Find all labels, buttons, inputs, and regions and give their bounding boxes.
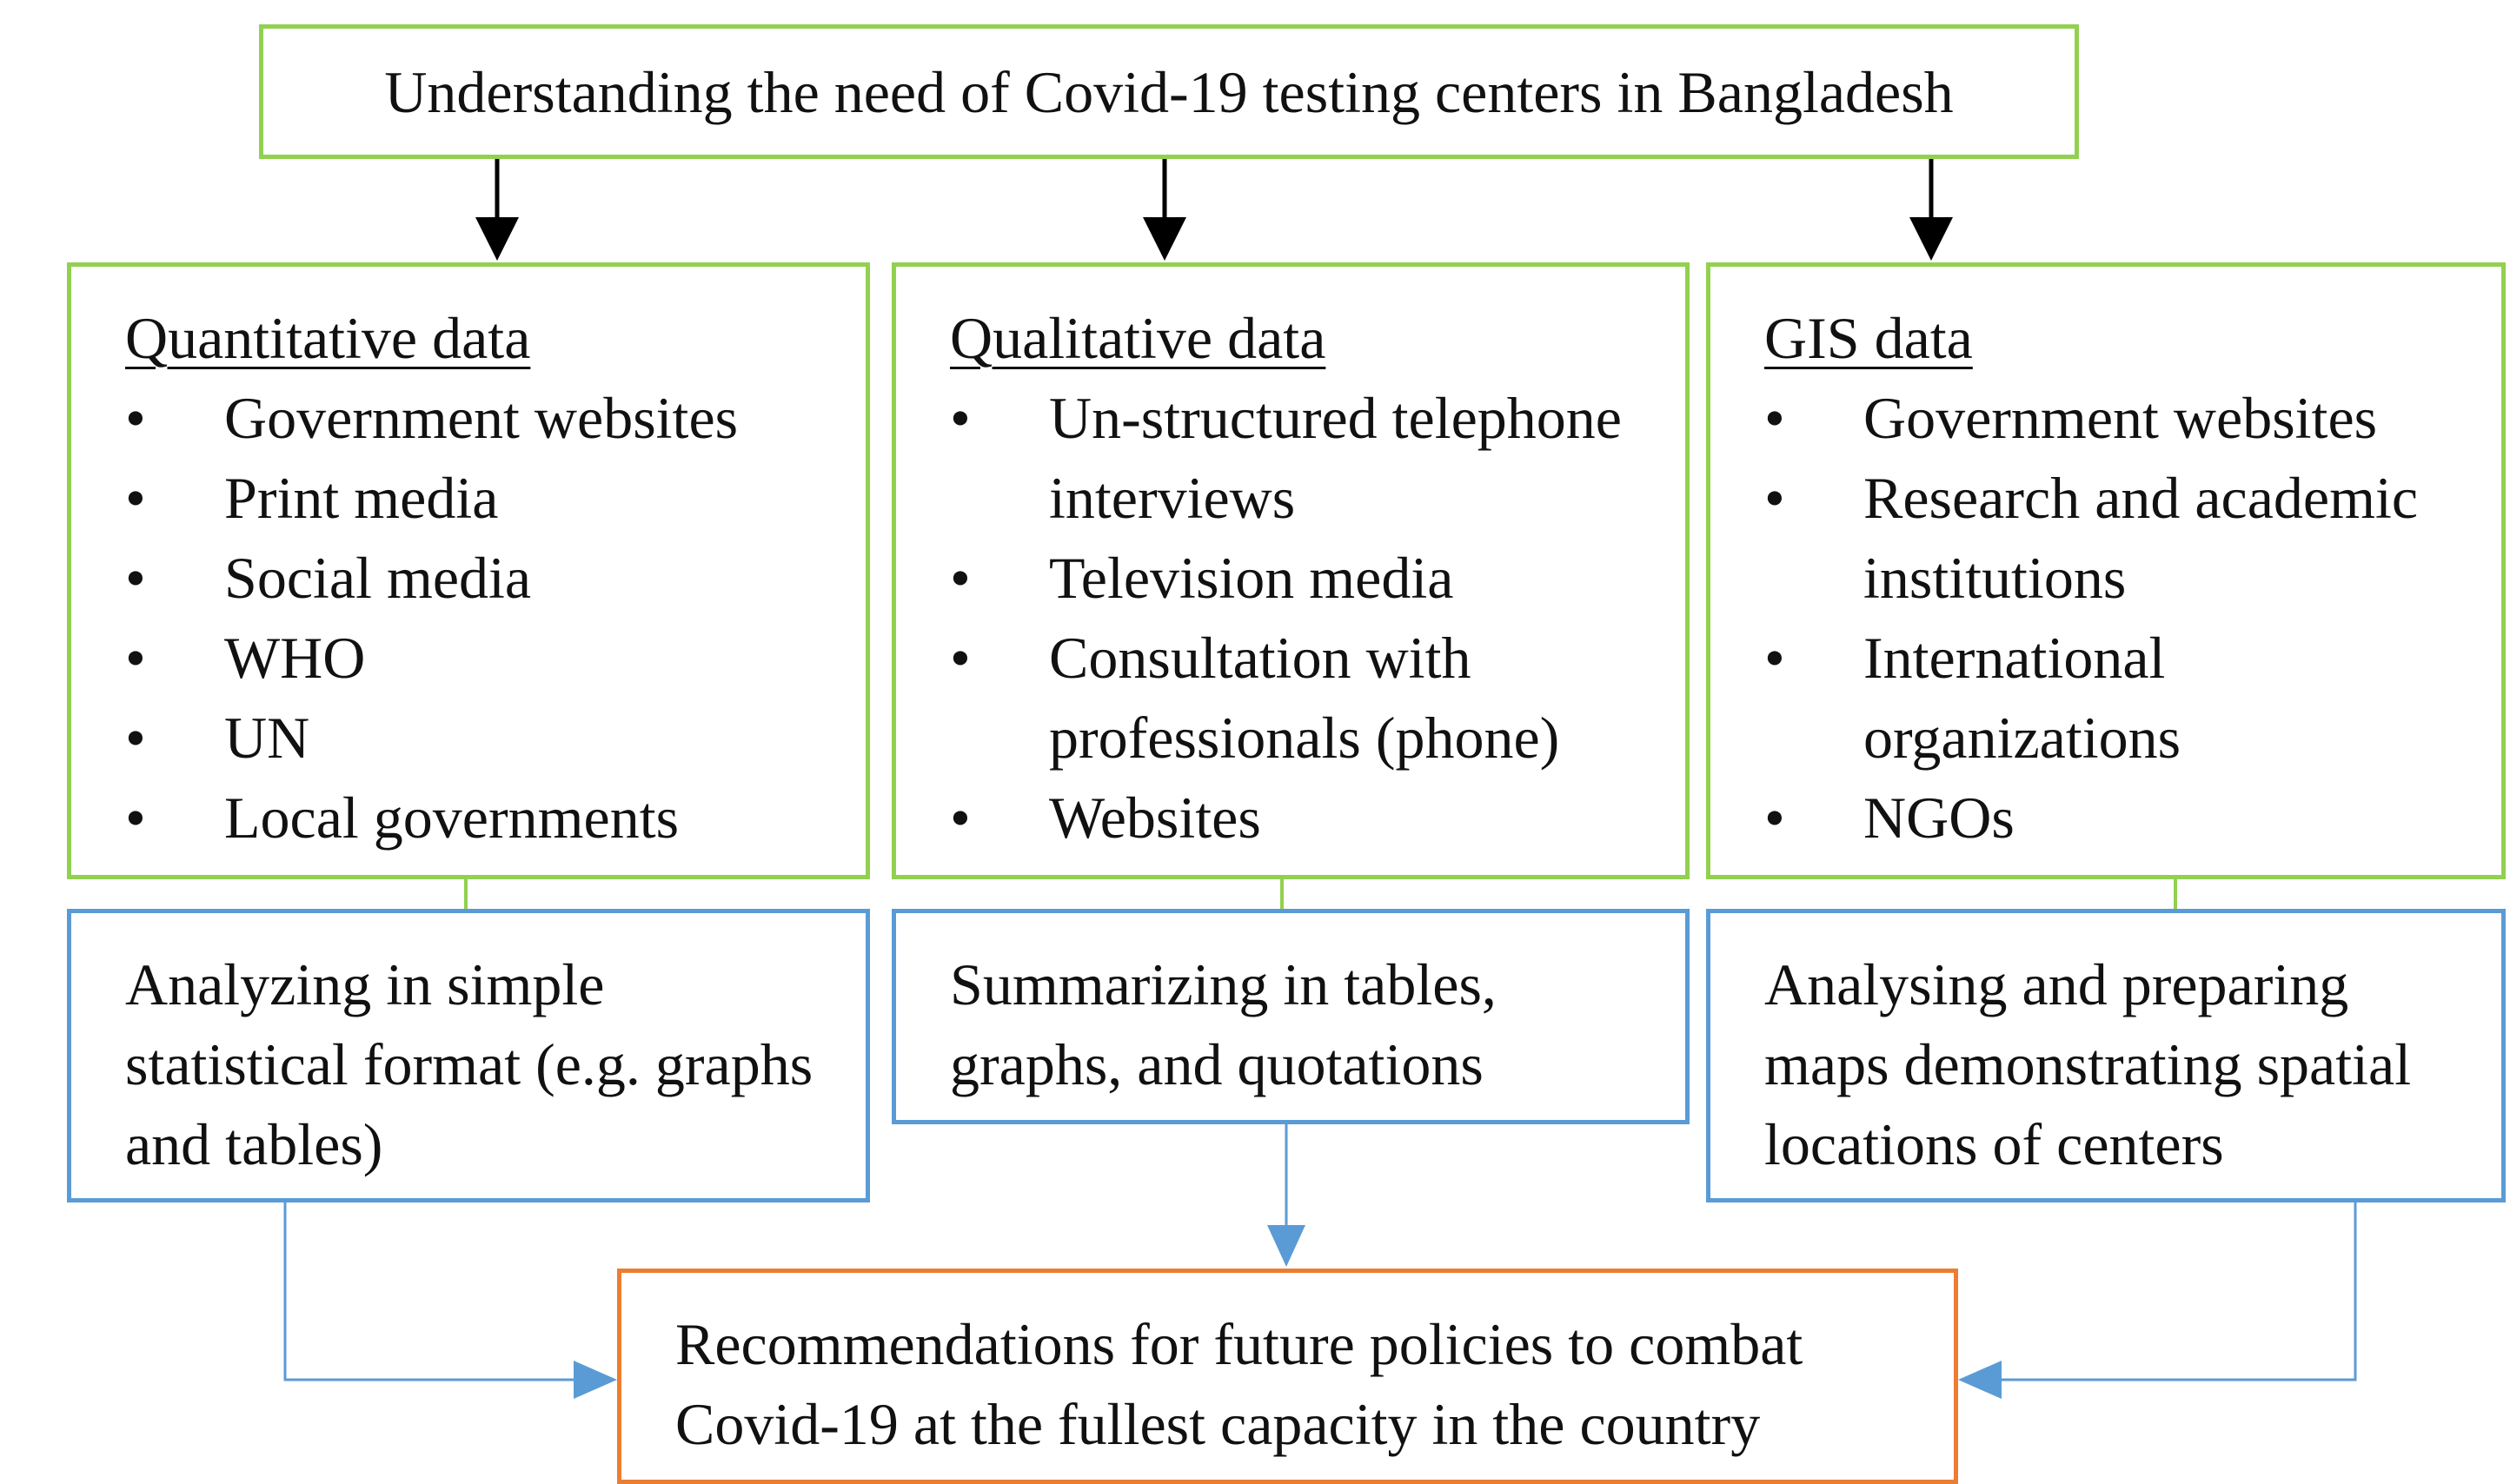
arrow-analysis3-to-recommendation (1958, 1202, 2355, 1399)
title-box (259, 24, 2079, 159)
qualitative-data-box (892, 262, 1690, 879)
list-item: • Research and academic institutions (1764, 458, 2475, 618)
list-item: • Government websites (1764, 378, 2475, 458)
quantitative-data-box (67, 262, 870, 879)
qualitative-analysis-text: Summarizing in tables, graphs, and quotations (950, 951, 1497, 1097)
list-item: • Television media (950, 538, 1659, 618)
list-item: • Government websites (125, 378, 840, 458)
list-item: • NGOs (1764, 778, 2475, 858)
list-item: • Social media (125, 538, 840, 618)
recommendation-box (617, 1269, 1958, 1484)
gis-data-box (1706, 262, 2506, 879)
list-item: • Print media (125, 458, 840, 538)
quantitative-analysis-text: Analyzing in simple statistical format (e.g. graphs and tables) (125, 951, 813, 1177)
arrow-title-to-quantitative (475, 159, 519, 261)
qualitative-analysis-box (892, 909, 1690, 1124)
gis-analysis-box (1706, 909, 2506, 1202)
quantitative-list (125, 378, 840, 858)
qualitative-heading: Qualitative data (950, 305, 1326, 371)
list-item: • WHO (125, 618, 840, 698)
quantitative-analysis-box (67, 909, 870, 1202)
list-item: • Un-structured telephone interviews (950, 378, 1659, 538)
arrow-analysis1-to-recommendation (285, 1202, 617, 1399)
diagram-title: Understanding the need of Covid-19 testing centers in Bangladesh (384, 58, 1954, 125)
list-item: • Consultation with professionals (phone) (950, 618, 1659, 778)
gis-heading: GIS data (1764, 305, 1973, 371)
list-item: • International organizations (1764, 618, 2475, 778)
gis-analysis-text: Analysing and preparing maps demonstrating spatial locations of centers (1764, 951, 2412, 1177)
quantitative-heading: Quantitative data (125, 305, 531, 371)
recommendation-text: Recommendations for future policies to combat Covid-19 at the fullest capacity in the country (675, 1311, 1803, 1457)
list-item: • Local governments (125, 778, 840, 858)
arrow-title-to-gis (1909, 159, 1953, 261)
qualitative-list (950, 378, 1659, 858)
gis-list (1764, 378, 2475, 858)
list-item: • Websites (950, 778, 1659, 858)
arrow-analysis2-to-recommendation (1267, 1124, 1305, 1267)
arrow-title-to-qualitative (1143, 159, 1186, 261)
list-item: • UN (125, 698, 840, 778)
